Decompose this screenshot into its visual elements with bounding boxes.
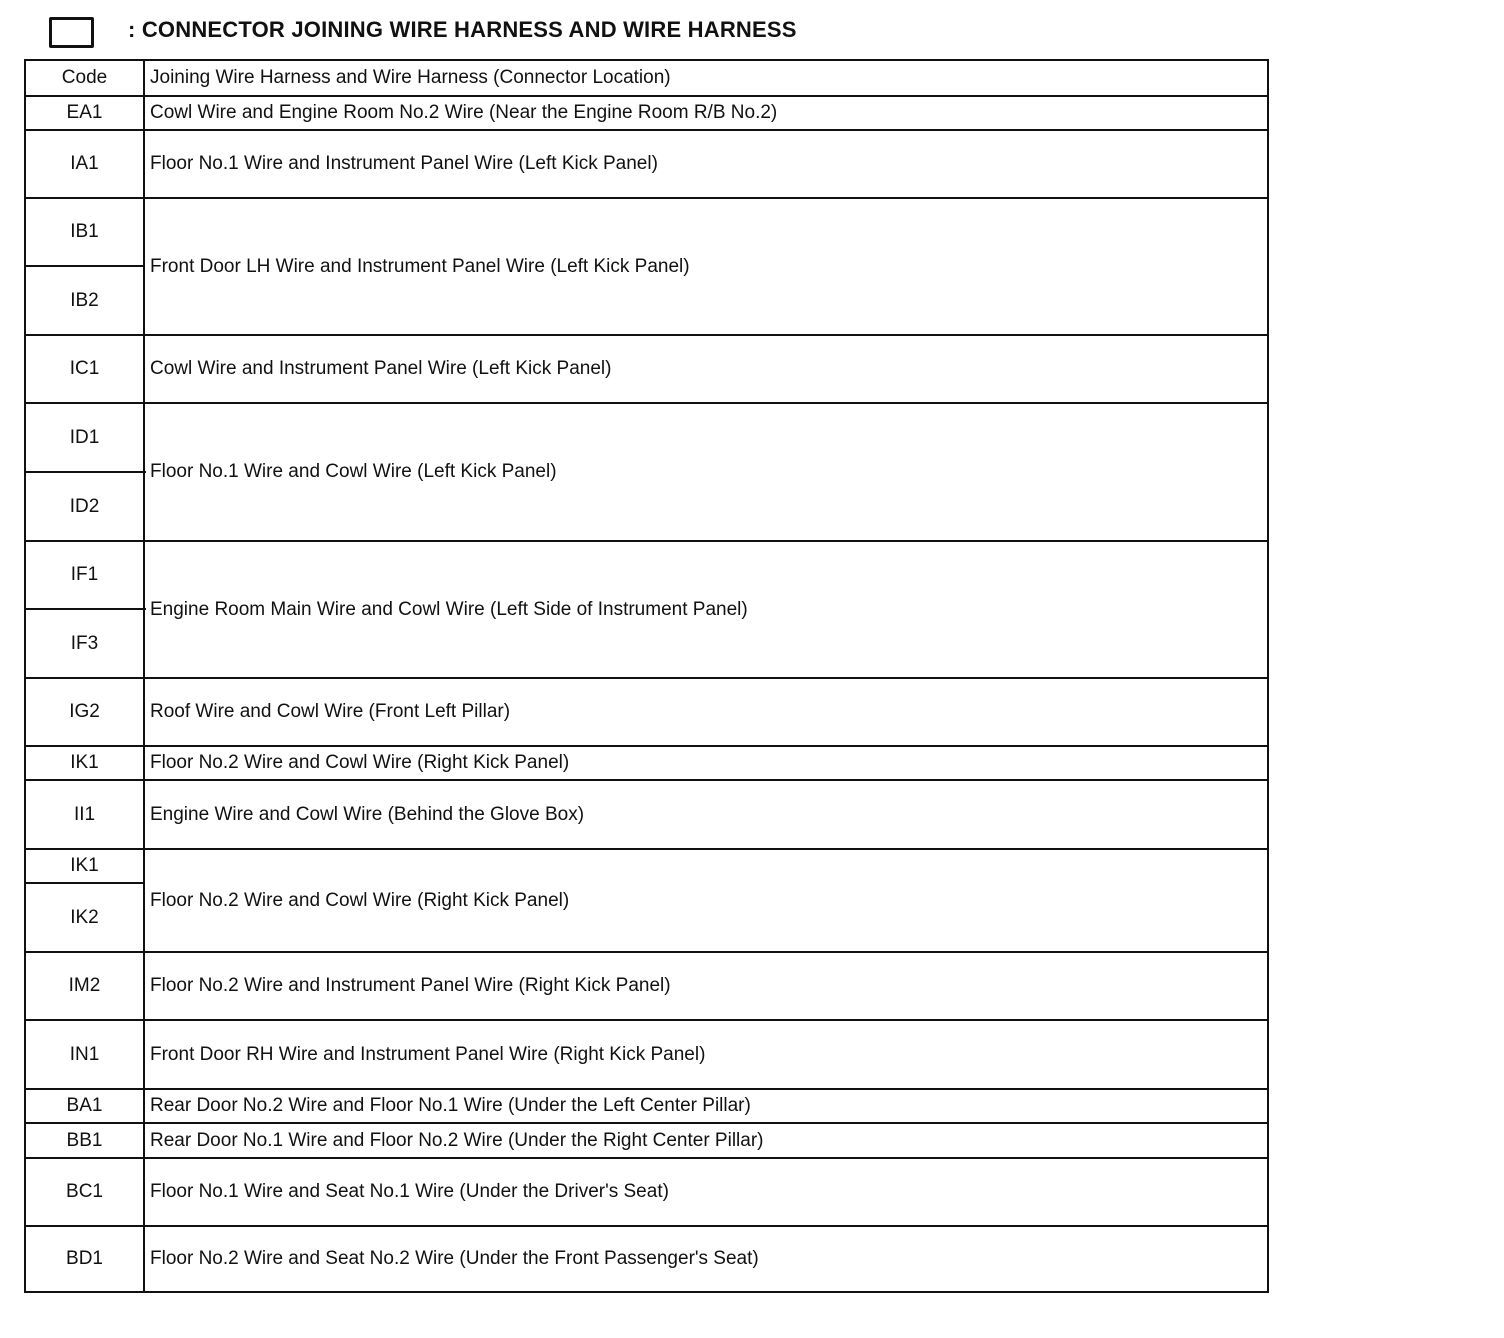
connector-table bbox=[24, 59, 1269, 1293]
table-cell-code: IB1 bbox=[70, 221, 99, 242]
connector-box-icon bbox=[49, 17, 94, 48]
table-cell-description: Roof Wire and Cowl Wire (Front Left Pillar) bbox=[150, 701, 511, 722]
table-cell-description: Floor No.1 Wire and Cowl Wire (Left Kick Panel) bbox=[150, 461, 557, 482]
column-divider bbox=[143, 61, 145, 1291]
table-cell-code: IB2 bbox=[70, 289, 99, 311]
table-cell-description: Front Door RH Wire and Instrument Panel Wire (Right Kick Panel) bbox=[150, 1043, 706, 1065]
code-column-header: Code bbox=[61, 67, 108, 88]
table-cell-description: Floor No.2 Wire and Cowl Wire (Right Kick Panel) bbox=[150, 752, 570, 773]
table-cell-code: ID1 bbox=[69, 426, 100, 448]
table-cell-description: Engine Room Main Wire and Cowl Wire (Left Side of Instrument Panel) bbox=[150, 598, 748, 620]
table-cell-description: Floor No.2 Wire and Instrument Panel Wire (Right Kick Panel) bbox=[150, 975, 671, 996]
table-cell-code: IG2 bbox=[69, 701, 100, 722]
table-cell-code: IK1 bbox=[70, 752, 99, 773]
table-cell-code: II1 bbox=[73, 803, 96, 825]
table-cell-description: Rear Door No.1 Wire and Floor No.2 Wire (Under the Right Center Pillar) bbox=[150, 1129, 764, 1151]
table-cell-code: IN1 bbox=[69, 1043, 100, 1065]
table-cell-description: Cowl Wire and Instrument Panel Wire (Left Kick Panel) bbox=[150, 358, 612, 379]
description-column-header: Joining Wire Harness and Wire Harness (Connector Location) bbox=[150, 67, 671, 88]
table-cell-code: IF3 bbox=[70, 632, 99, 654]
table-cell-code: IA1 bbox=[70, 153, 99, 174]
table-cell-description: Engine Wire and Cowl Wire (Behind the Glove Box) bbox=[150, 803, 585, 825]
table-cell-code: IF1 bbox=[70, 564, 99, 585]
table-cell-description: Cowl Wire and Engine Room No.2 Wire (Near the Engine Room R/B No.2) bbox=[150, 102, 778, 123]
table-cell-description: Rear Door No.2 Wire and Floor No.1 Wire (Under the Left Center Pillar) bbox=[150, 1095, 751, 1116]
table-cell-code: EA1 bbox=[66, 102, 103, 123]
table-cell-code: BB1 bbox=[66, 1129, 103, 1151]
table-cell-code: IK2 bbox=[70, 906, 99, 928]
table-cell-code: IM2 bbox=[68, 975, 101, 996]
table-cell-code: IK1 bbox=[70, 855, 99, 876]
table-cell-code: ID2 bbox=[69, 495, 100, 517]
table-cell-code: BC1 bbox=[66, 1181, 103, 1202]
table-cell-description: Floor No.2 Wire and Seat No.2 Wire (Under the Front Passenger's Seat) bbox=[150, 1248, 759, 1269]
table-cell-code: BD1 bbox=[66, 1248, 103, 1269]
table-cell-description: Floor No.1 Wire and Instrument Panel Wire (Left Kick Panel) bbox=[150, 153, 658, 174]
table-cell-description: Floor No.2 Wire and Cowl Wire (Right Kick Panel) bbox=[150, 889, 570, 911]
table-cell-code: BA1 bbox=[66, 1095, 103, 1116]
table-cell-description: Front Door LH Wire and Instrument Panel Wire (Left Kick Panel) bbox=[150, 255, 690, 277]
page-title: : CONNECTOR JOINING WIRE HARNESS AND WIRE HARNESS bbox=[128, 17, 797, 42]
table-cell-code: IC1 bbox=[69, 358, 100, 379]
table-cell-description: Floor No.1 Wire and Seat No.1 Wire (Under the Driver's Seat) bbox=[150, 1181, 669, 1202]
